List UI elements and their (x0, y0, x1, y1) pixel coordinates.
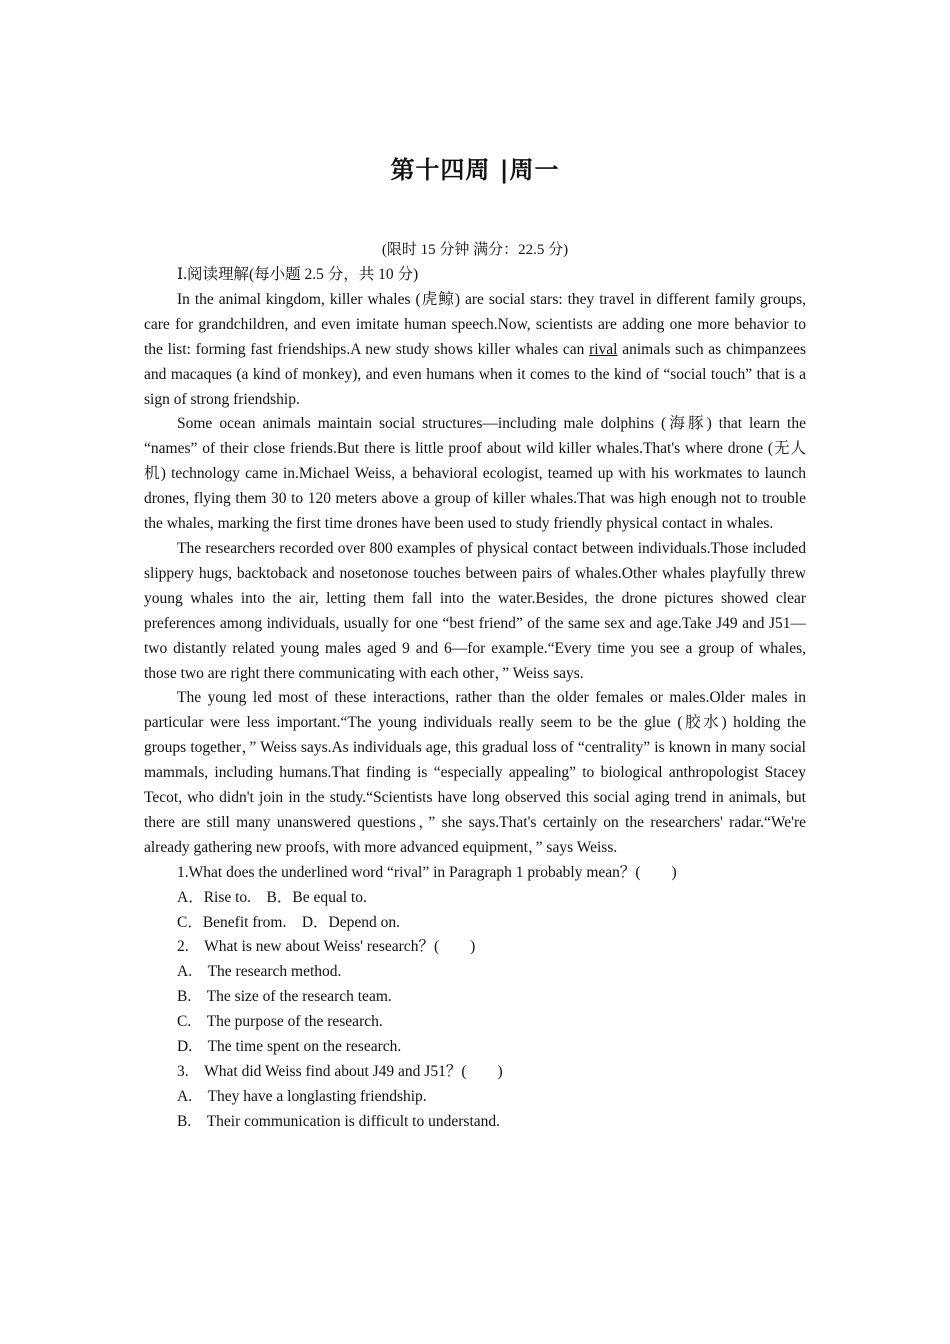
passage-paragraph-4: The young led most of these interactions, rather than the older females or males.Older males in particular were less important.“The young individuals really seem to be the glue (胶水) holding the groups together，” Weiss says.As individuals age, this gradual loss of “centrality” is known in many social mammals, including humans.That finding is “especially appealing” to biological anthropologist Stacey Tecot, who didn't join in the study.“Scientists have long observed this social aging trend in animals, but there are still many unanswered questions，” she says.That's certainly on the researchers' radar.“We're already gathering new proofs, with more advanced equipment，” says Weiss. (144, 689, 806, 856)
question-2-stem: 2. What is new about Weiss' research？( ) (177, 938, 476, 956)
question-2-option-a: A. The research method. (177, 963, 342, 981)
section-heading (144, 263, 806, 288)
time-limit: (限时 15 分钟 满分：22.5 分) (381, 242, 569, 258)
question-2-option-b: B. The size of the research team. (177, 988, 392, 1006)
paragraph-1-text-b: animals such as chimpanzees and macaques (a kind of monkey), and even humans when it comes to the kind of “social touch” that is a sign of strong friendship. (144, 340, 806, 408)
question-3-option-a: A. They have a longlasting friendship. (177, 1087, 427, 1105)
question-1-stem: 1.What does the underlined word “rival” in Paragraph 1 probably mean？( ) (177, 863, 677, 881)
question-3-stem: 3. What did Weiss find about J49 and J51？( ) (177, 1063, 503, 1080)
question-3-option-b: B. Their communication is difficult to understand. (177, 1112, 501, 1130)
passage-paragraph-2: Some ocean animals maintain social structures—including male dolphins (海豚) that learn the “names” of their close friends.But there is little proof about wild killer whales.That's where drone (无人机) technology came in.Michael Weiss, a behavioral ecologist, teamed up with his workmates to launch drones, flying them 30 to 120 meters above a group of killer whales.That was high enough not to trouble the whales, marking the first time drones have been used to study friendly physical contact in whales. (144, 415, 806, 533)
passage-paragraph-1 (144, 288, 806, 413)
question-2-option-c: C. The purpose of the research. (177, 1013, 383, 1031)
document-body (144, 263, 806, 1135)
section-title: Ⅰ.阅读理解 (177, 266, 249, 283)
question-1-options-row-2: C．Benefit from. D．Depend on. (177, 913, 400, 931)
paragraph-1-text-a: In the animal kingdom, killer whales (虎鲸) are social stars: they travel in different family groups, care for grandchildren, and even imitate human speech.Now, scientists are adding one more behavior to the list: forming fast friendships.A new study shows killer whales can (144, 290, 806, 358)
underlined-word: rival (589, 340, 618, 358)
question-2-option-d: D. The time spent on the research. (177, 1038, 402, 1056)
question-1-options-row-1: A．Rise to. B．Be equal to. (177, 888, 367, 906)
section-note: (每小题 2.5 分，共 10 分) (249, 266, 419, 283)
passage-paragraph-3: The researchers recorded over 800 examples of physical contact between individuals.Those included slippery hugs, backtoback and nosetonose touches between pairs of whales.Other whales playfully threw young whales into the air, letting them fall into the water.Besides, the drone pictures showed clear preferences among individuals, usually for one “best friend” of the same sex and age.Take J49 and J51—two distantly related young males aged 9 and 6—for example.“Every time you see a group of whales, those two are right there communicating with each other，” Weiss says. (144, 539, 806, 682)
page-title: 第十四周 |周一 (390, 156, 560, 184)
